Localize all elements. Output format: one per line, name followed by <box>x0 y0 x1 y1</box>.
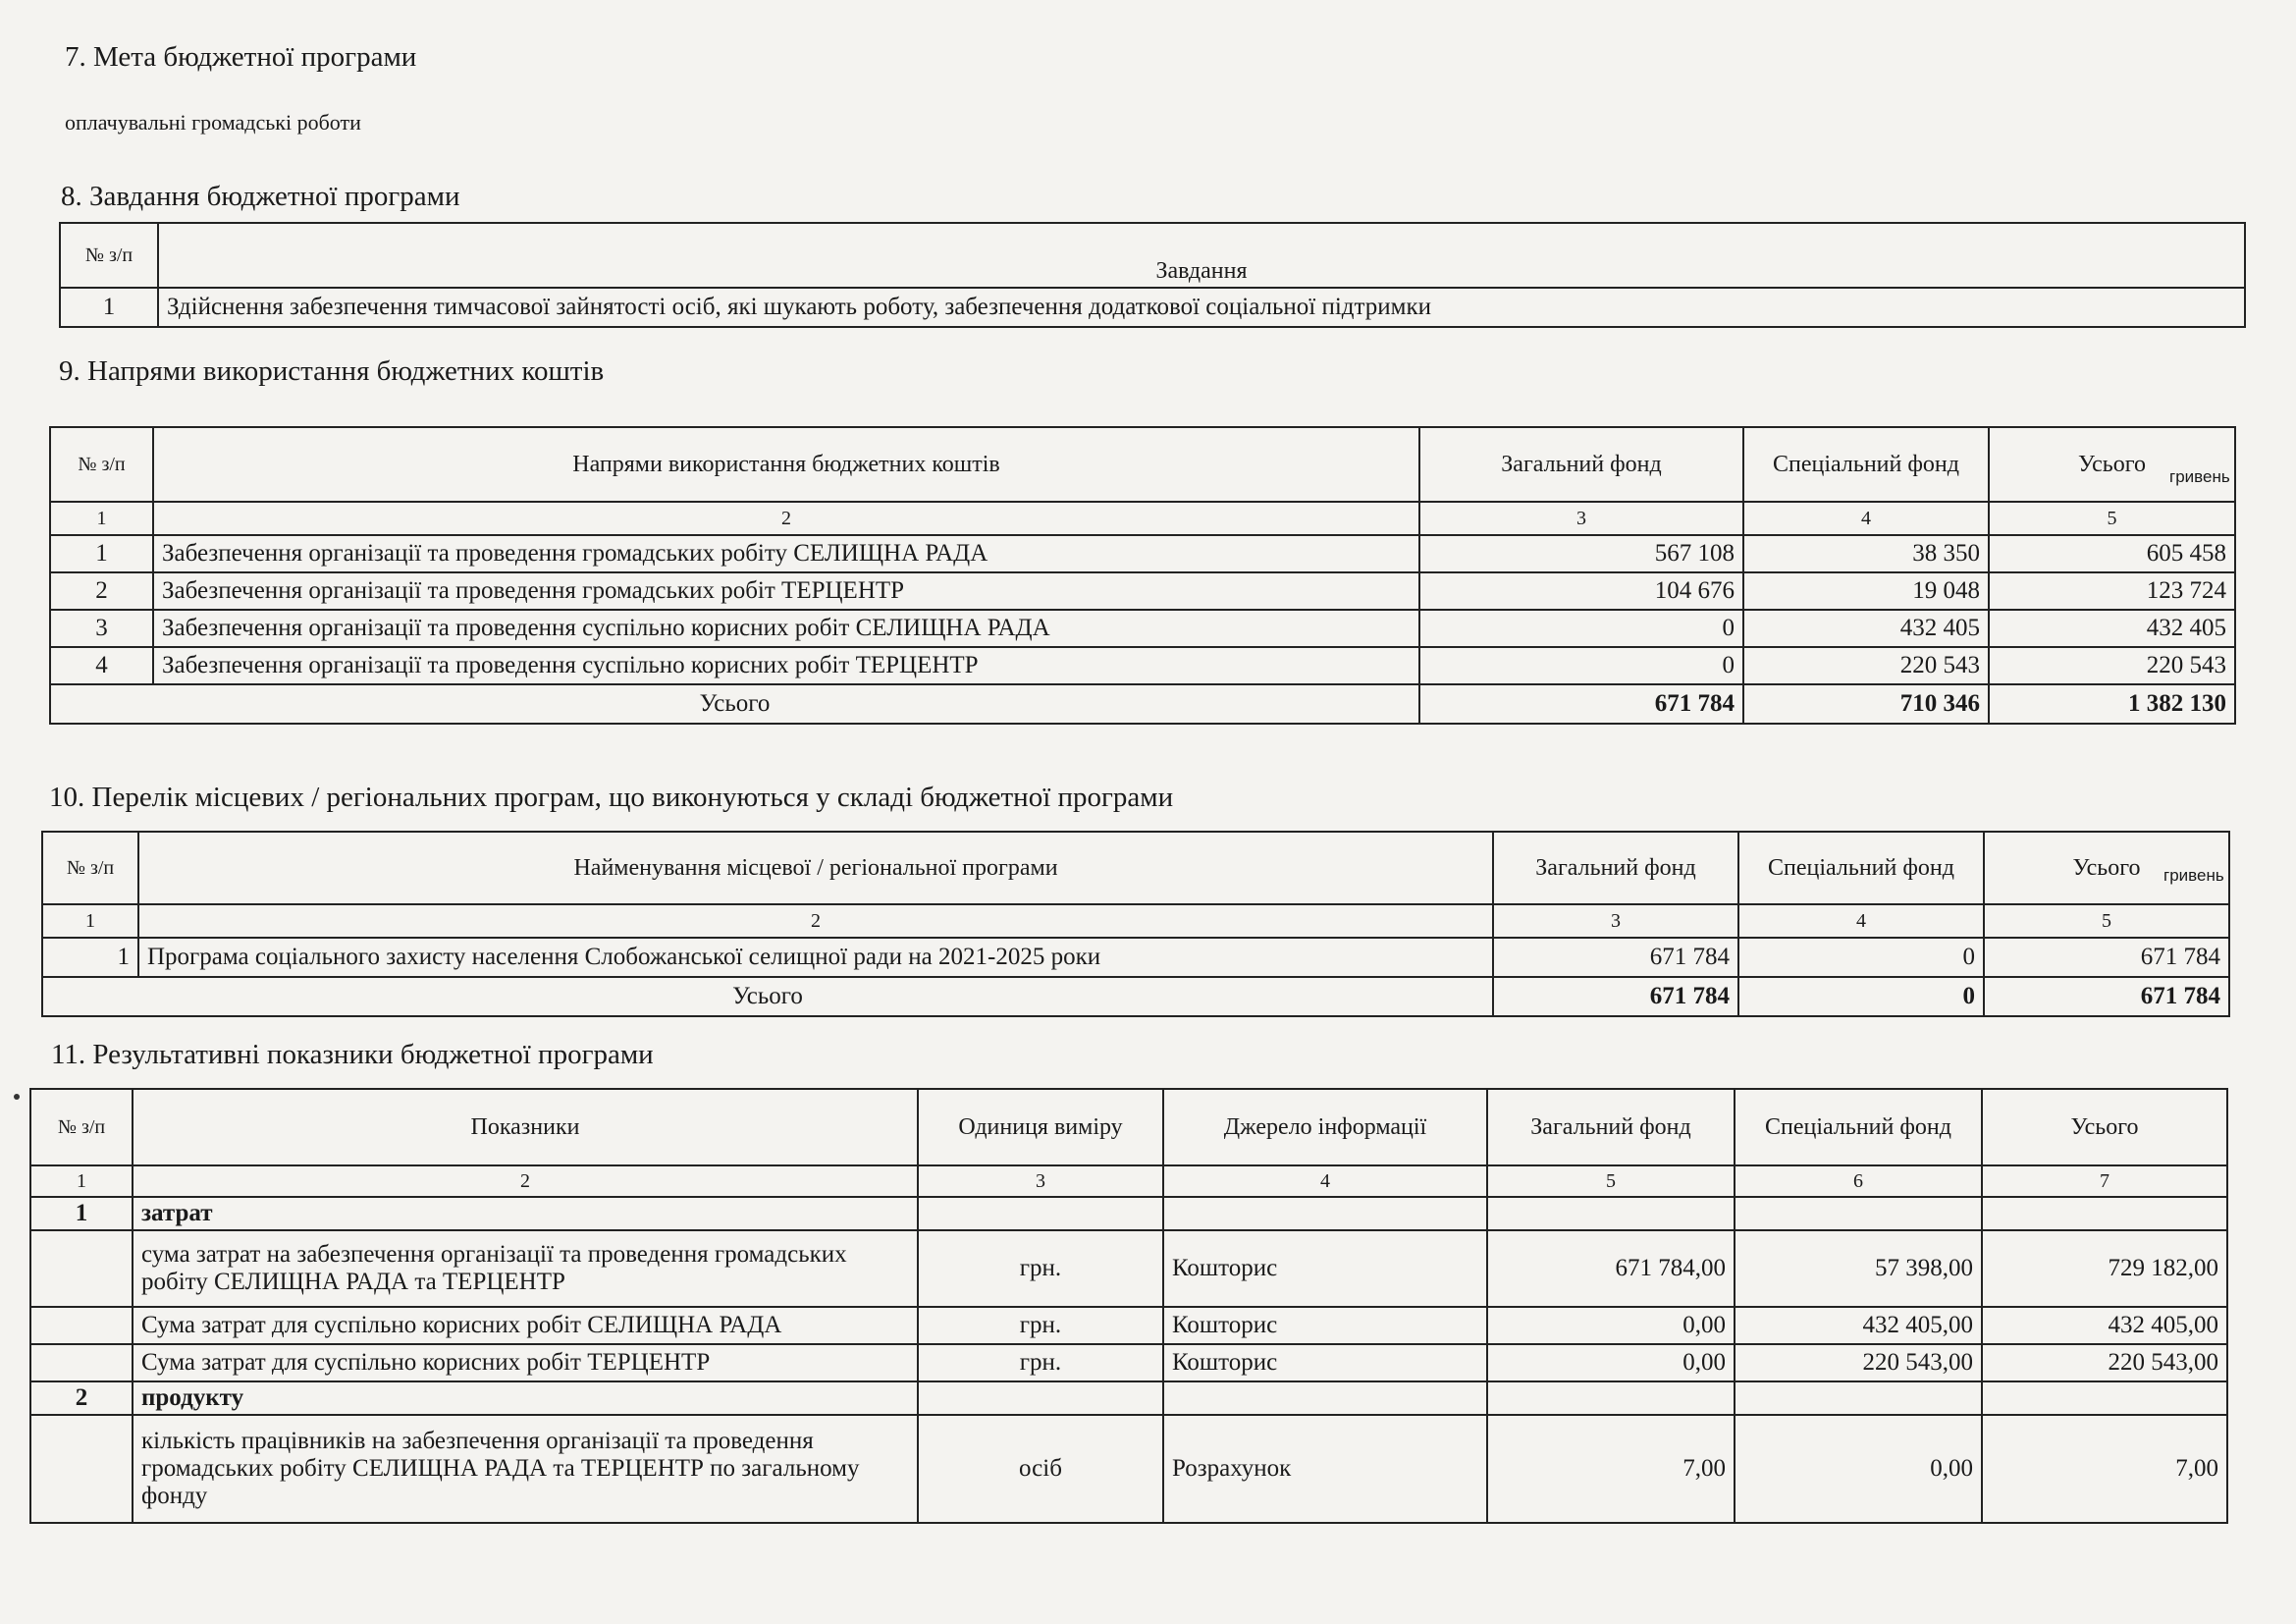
directions-name: Забезпечення організації та проведення громадських робіту СЕЛИЩНА РАДА <box>153 535 1419 572</box>
programs-total-label: Усього <box>42 977 1493 1016</box>
directions-total-label: Усього <box>50 684 1419 724</box>
directions-total: 220 543 <box>1989 647 2235 684</box>
directions-special: 220 543 <box>1743 647 1989 684</box>
table-row <box>42 938 2229 977</box>
section-7-title: 7. Мета бюджетної програми <box>65 41 417 73</box>
indicators-colnum: 1 <box>30 1165 133 1197</box>
directions-header-num: № з/п <box>50 427 153 502</box>
indicators-total: 729 182,00 <box>1982 1230 2227 1307</box>
directions-special: 19 048 <box>1743 572 1989 610</box>
indicators-name: Сума затрат для суспільно корисних робіт ТЕРЦЕНТР <box>133 1344 918 1381</box>
indicators-unit: грн. <box>918 1307 1163 1344</box>
directions-colnum: 2 <box>153 502 1419 535</box>
directions-general: 104 676 <box>1419 572 1743 610</box>
directions-special: 38 350 <box>1743 535 1989 572</box>
group-row <box>30 1381 2227 1415</box>
indicators-name: сума затрат на забезпечення організації та проведення громадських робіту СЕЛИЩНА РАДА та ТЕРЦЕНТР <box>133 1230 918 1307</box>
directions-num: 1 <box>50 535 153 572</box>
tasks-header-task: Завдання <box>158 223 2245 288</box>
section-9-unit: гривень <box>2169 467 2230 486</box>
indicators-colnum: 2 <box>133 1165 918 1197</box>
directions-total: 605 458 <box>1989 535 2235 572</box>
indicators-source: Кошторис <box>1163 1344 1487 1381</box>
programs-colnum: 2 <box>138 904 1493 938</box>
indicators-group-label: затрат <box>133 1197 918 1230</box>
programs-colnum: 3 <box>1493 904 1738 938</box>
directions-general: 0 <box>1419 647 1743 684</box>
indicators-special: 57 398,00 <box>1735 1230 1982 1307</box>
directions-colnum: 4 <box>1743 502 1989 535</box>
indicators-source: Кошторис <box>1163 1230 1487 1307</box>
indicators-special: 432 405,00 <box>1735 1307 1982 1344</box>
directions-header-total: Усього <box>1989 427 2235 502</box>
tasks-row-task: Здійснення забезпечення тимчасової зайнятості осіб, які шукають роботу, забезпечення додаткової соціальної підтримки <box>158 288 2245 327</box>
programs-header-total: Усього <box>1984 832 2229 904</box>
directions-num: 4 <box>50 647 153 684</box>
section-10-title: 10. Перелік місцевих / регіональних програм, що виконуються у складі бюджетної програми <box>49 782 1174 813</box>
indicators-total: 220 543,00 <box>1982 1344 2227 1381</box>
indicators-table <box>29 1088 2228 1524</box>
indicators-name: кількість працівників на забезпечення організації та проведення громадських робіту СЕЛИЩНА РАДА та ТЕРЦЕНТР по загальному фонду <box>133 1415 918 1523</box>
programs-total: 671 784 <box>1984 938 2229 977</box>
directions-general: 567 108 <box>1419 535 1743 572</box>
programs-header-special: Спеціальний фонд <box>1738 832 1984 904</box>
table-row <box>50 610 2235 647</box>
directions-total: 432 405 <box>1989 610 2235 647</box>
section-10-unit: гривень <box>2163 866 2224 885</box>
directions-colnum: 1 <box>50 502 153 535</box>
directions-special: 432 405 <box>1743 610 1989 647</box>
programs-total-general: 671 784 <box>1493 977 1738 1016</box>
indicators-general: 0,00 <box>1487 1344 1735 1381</box>
table-row <box>30 1344 2227 1381</box>
directions-header-special: Спеціальний фонд <box>1743 427 1989 502</box>
directions-total-total: 1 382 130 <box>1989 684 2235 724</box>
indicators-header-unit: Одиниця виміру <box>918 1089 1163 1165</box>
indicators-general: 671 784,00 <box>1487 1230 1735 1307</box>
tasks-header-num: № з/п <box>60 223 158 288</box>
indicators-unit: грн. <box>918 1230 1163 1307</box>
section-11-title: 11. Результативні показники бюджетної програми <box>51 1039 654 1070</box>
programs-num: 1 <box>42 938 138 977</box>
directions-general: 0 <box>1419 610 1743 647</box>
directions-header-general: Загальний фонд <box>1419 427 1743 502</box>
section-9-title: 9. Напрями використання бюджетних коштів <box>59 355 605 387</box>
directions-name: Забезпечення організації та проведення суспільно корисних робіт ТЕРЦЕНТР <box>153 647 1419 684</box>
indicators-name: Сума затрат для суспільно корисних робіт СЕЛИЩНА РАДА <box>133 1307 918 1344</box>
indicators-header-indicator: Показники <box>133 1089 918 1165</box>
indicators-colnum: 6 <box>1735 1165 1982 1197</box>
indicators-header-special: Спеціальний фонд <box>1735 1089 1982 1165</box>
indicators-special: 0,00 <box>1735 1415 1982 1523</box>
indicators-source: Кошторис <box>1163 1307 1487 1344</box>
section-7-text: оплачувальні громадські роботи <box>65 110 361 135</box>
indicators-group-label: продукту <box>133 1381 918 1415</box>
indicators-colnum: 4 <box>1163 1165 1487 1197</box>
directions-header-name: Напрями використання бюджетних коштів <box>153 427 1419 502</box>
programs-name: Програма соціального захисту населення Слобожанської селищної ради на 2021-2025 роки <box>138 938 1493 977</box>
section-8-title: 8. Завдання бюджетної програми <box>61 181 460 212</box>
table-total-row <box>50 684 2235 724</box>
table-row <box>30 1230 2227 1307</box>
directions-table <box>49 426 2236 725</box>
group-row <box>30 1197 2227 1230</box>
directions-total-special: 710 346 <box>1743 684 1989 724</box>
programs-table <box>41 831 2230 1017</box>
indicators-colnum: 5 <box>1487 1165 1735 1197</box>
directions-name: Забезпечення організації та проведення громадських робіт ТЕРЦЕНТР <box>153 572 1419 610</box>
programs-header-name: Найменування місцевої / регіональної програми <box>138 832 1493 904</box>
table-total-row <box>42 977 2229 1016</box>
indicators-group-num: 2 <box>30 1381 133 1415</box>
tasks-row-num: 1 <box>60 288 158 327</box>
indicators-group-num: 1 <box>30 1197 133 1230</box>
programs-colnum: 4 <box>1738 904 1984 938</box>
directions-total-general: 671 784 <box>1419 684 1743 724</box>
indicators-colnum: 7 <box>1982 1165 2227 1197</box>
programs-header-general: Загальний фонд <box>1493 832 1738 904</box>
table-row <box>30 1307 2227 1344</box>
table-row <box>50 572 2235 610</box>
indicators-general: 0,00 <box>1487 1307 1735 1344</box>
indicators-colnum: 3 <box>918 1165 1163 1197</box>
programs-colnum: 1 <box>42 904 138 938</box>
table-row <box>30 1415 2227 1523</box>
programs-total-total: 671 784 <box>1984 977 2229 1016</box>
scan-mark <box>14 1094 20 1100</box>
directions-colnum: 3 <box>1419 502 1743 535</box>
programs-total-special: 0 <box>1738 977 1984 1016</box>
directions-num: 2 <box>50 572 153 610</box>
indicators-source: Розрахунок <box>1163 1415 1487 1523</box>
indicators-header-general: Загальний фонд <box>1487 1089 1735 1165</box>
indicators-header-num: № з/п <box>30 1089 133 1165</box>
indicators-total: 7,00 <box>1982 1415 2227 1523</box>
table-row <box>50 535 2235 572</box>
indicators-header-source: Джерело інформації <box>1163 1089 1487 1165</box>
indicators-unit: грн. <box>918 1344 1163 1381</box>
indicators-total: 432 405,00 <box>1982 1307 2227 1344</box>
table-row <box>50 647 2235 684</box>
programs-header-num: № з/п <box>42 832 138 904</box>
indicators-unit: осіб <box>918 1415 1163 1523</box>
directions-total: 123 724 <box>1989 572 2235 610</box>
programs-special: 0 <box>1738 938 1984 977</box>
directions-name: Забезпечення організації та проведення суспільно корисних робіт СЕЛИЩНА РАДА <box>153 610 1419 647</box>
indicators-header-total: Усього <box>1982 1089 2227 1165</box>
programs-general: 671 784 <box>1493 938 1738 977</box>
directions-colnum: 5 <box>1989 502 2235 535</box>
indicators-special: 220 543,00 <box>1735 1344 1982 1381</box>
programs-colnum: 5 <box>1984 904 2229 938</box>
directions-num: 3 <box>50 610 153 647</box>
tasks-table <box>59 222 2246 328</box>
indicators-general: 7,00 <box>1487 1415 1735 1523</box>
